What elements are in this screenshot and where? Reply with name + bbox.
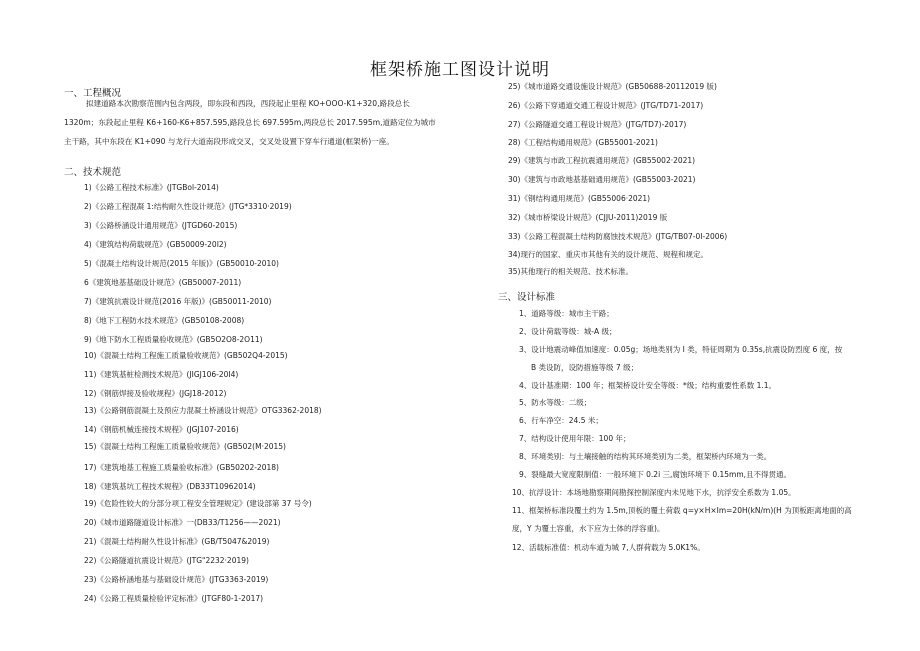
spec-item: 29)《建筑与市政工程抗震通用规范》(GB55002·2021): [508, 156, 696, 165]
spec-item: 3)《公路桥涵设计通用规范》(JTGD60-2015): [84, 221, 238, 230]
spec-item: 25)《城市道路交通设施设计规范》(GB50688-20112019 版): [508, 82, 717, 91]
spec-item: 10)《混凝土结构工程施工质量验收规范》(GB502Q4-2015): [84, 351, 288, 360]
section-heading-specs: 二、技术规范: [64, 167, 122, 178]
spec-item: 27)《公路隧道交通工程设计规范》(JTG/TD7)-2017): [508, 120, 687, 129]
spec-item: 26)《公路下穿通道交通工程设计规范》(JTG/TD71-2017): [508, 101, 704, 110]
spec-item: 34)现行的国家、重庆市其他有关的设计规范、规程和规定。: [508, 250, 708, 259]
page-title: 框架桥施工图设计说明: [370, 60, 550, 80]
spec-item: 9)《地下防水工程质量验收规范》(GB5O2O8-2O11): [84, 335, 263, 344]
overview-line: 拟建道路本次勘察范围内包含两段，即东段和西段，西段起止里程 KO+OOO-K1+320,路段总长: [86, 99, 410, 108]
spec-item: 4)《建筑结构荷载规范》(GB50009-20I2): [84, 240, 227, 249]
spec-item: 18)《建筑基坑工程技术规程》(DB33T10962014): [84, 482, 256, 491]
standard-line: 2、设计荷载等级：城-A 级；: [519, 327, 617, 336]
standard-line: 4、设计基准期：100 年；框架桥设计安全等级：*级；结构重要性系数 1.1。: [519, 381, 777, 390]
spec-item: 1)《公路工程技术标准》(JTGBol-2014): [84, 183, 219, 192]
standard-line: 12、活载标准值：机动车道为城 7,人群荷载为 5.0K1%。: [512, 543, 705, 552]
spec-item: 20)《城市道路隧道设计标准》一(DB33/T1256——2021): [84, 518, 281, 527]
standard-line: 7、结构设计使用年限：100 年；: [519, 434, 631, 443]
standard-line: 5、防水等级：二级；: [519, 398, 592, 407]
spec-item: 2)《公路工程混凝 1:结构耐久性设计规范》(JTG*3310·2019): [84, 202, 292, 211]
spec-item: 24)《公路工程质量检验评定标准》(JTGF80-1-2017): [84, 594, 264, 603]
section-heading-overview: 一、工程概况: [64, 88, 122, 99]
spec-item: 14)《钢筋机械连接技术规程》(JGJ107-2016): [84, 425, 239, 434]
spec-item: 23)《公路桥涵地基与基础设计规范》(JTG3363-2019): [84, 575, 269, 584]
standard-line: 10、抗浮设计：本场地勘察期间勘探控制深度内未见地下水，抗浮安全系数为 1.05。: [512, 488, 796, 497]
spec-item: 22)《公路隧道抗震设计规范》(JTG"2232·2019): [84, 556, 249, 565]
spec-item: 17)《建筑地基工程施工质量验收标准》(GB50202-2018): [84, 463, 279, 472]
standard-line: 11、框架桥标准段覆土约为 1.5m,顶板的覆土荷载 q=y×H×Im=20H(kN/m)(H 为顶板距离地面的高: [512, 506, 852, 515]
spec-item: 28)《工程结构通用规范》(GB55001-2021): [508, 138, 658, 147]
standard-line: 1、道路等级：城市主干路；: [519, 309, 614, 318]
spec-item: 32)《城市桥梁设计规范》(CJJU-2011)2019 版: [508, 213, 668, 222]
spec-item: 31)《钢结构通用规范》(GB55006·2021): [508, 194, 651, 203]
standard-line: 6、行车净空：24.5 米；: [519, 416, 603, 425]
standard-line: B 类设防，设防措施等级 7 级；: [531, 363, 639, 372]
standard-line: 度，Y 为覆土容重，水下应为土体的浮容重)。: [512, 524, 665, 533]
spec-item: 7)《建筑抗震设计规范(2016 年版)》(GB50011-2010): [84, 297, 272, 306]
spec-item: 21)《混凝土结构耐久性设计标准》(GB/T5047&2019): [84, 537, 270, 546]
spec-item: 19)《危险性较大的分部分项工程安全管理规定》(建设部第 37 号令): [84, 499, 312, 508]
spec-item: 11)《建筑基桩检测技术规范》(JIGJ106-20I4): [84, 370, 239, 379]
spec-item: 6《建筑地基基础设计规范》(GB50007-2011): [84, 278, 242, 287]
spec-item: 30)《建筑与市政地基基础通用规范》(GB55003-2021): [508, 175, 696, 184]
spec-item: 13)《公路钢筋混凝土及预应力混凝土桥涵设计规范》OTG3362-2018): [84, 406, 322, 415]
standard-line: 8、环境类别：与土壤接触的结构其环境类别为二类，框架桥内环境为一类。: [519, 452, 772, 461]
spec-item: 15)《混凝土结构工程施工质量验收规范》(GB502(M·2015): [84, 442, 286, 451]
overview-line: 1320m；东段起止里程 K6+160-K6+857.595,路段总长 697.595m,两段总长 2017.595m,道路定位为城市: [64, 118, 436, 127]
spec-item: 33)《公路工程混凝土结构防腐蚀技术规范》(JTG/TB07-0I-2006): [508, 232, 728, 241]
spec-item: 12)《钢筋焊接及验收规程》(JGJ18-2012): [84, 389, 227, 398]
section-heading-design-standards: 三、设计标准: [498, 292, 556, 303]
overview-line: 主干路，其中东段在 K1+090 与龙行大道南段形成交叉，交叉处设置下穿车行通道(框架桥)一座。: [64, 137, 394, 146]
standard-line: 3、设计地震动峰值加速度：0.05g；场地类别为 I 类，特征周期为 0.35s,抗震设防烈度 6 度，按: [519, 345, 843, 354]
spec-item: 35)其他现行的相关规范、技术标准。: [508, 267, 633, 276]
spec-item: 8)《地下工程防水技术规范》(GB50108-2008): [84, 316, 245, 325]
standard-line: 9、裂缝最大宽度限制值：一般环境下 0.2i 三,腐蚀环境下 0.15mm,且不得贯通。: [519, 470, 792, 479]
spec-item: 5)《混凝土结构设计规范(2015 年版)》(GB50010-2010): [84, 259, 279, 268]
